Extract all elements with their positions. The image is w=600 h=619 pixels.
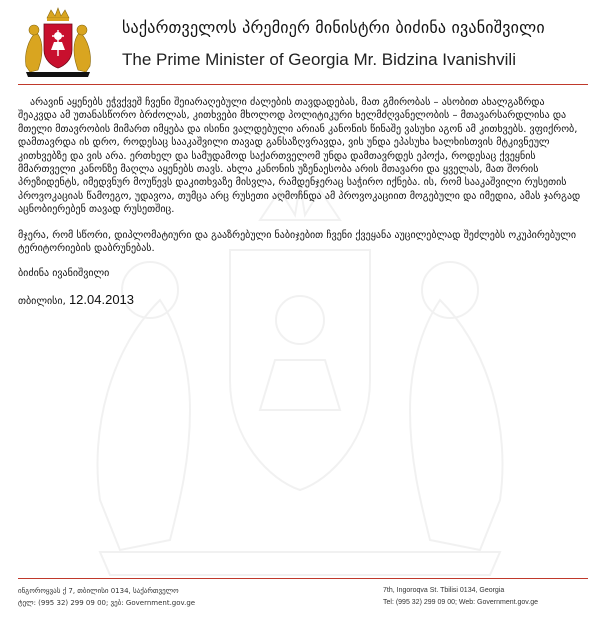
footer-english [383,585,538,609]
city-name: თბილისი, [18,295,66,307]
letterhead [18,6,588,78]
signature-name: ბიძინა ივანიშვილი [18,268,110,280]
footer-address-georgian: ინგოროყვას ქ 7, თბილისი 0134, საქართველო [18,587,179,595]
header-divider [18,84,588,85]
footer-contacts-georgian: ტელ: (995 32) 299 09 00; ვებ: Government.gov.ge [18,599,196,607]
footer-divider [18,578,588,579]
header-title-english: The Prime Minister of Georgia Mr. Bidzina Ivanishvili [122,50,516,69]
header-title-georgian: საქართველოს პრემიერ მინისტრი ბიძინა ივანიშვილი [122,18,545,37]
statement-paragraph-2: მჯერა, რომ სწორი, დიპლომატიური და გააზრებული ნაბიჯებით ჩვენი ქვეყანა აუცილებლად შეძლებს ოკუპირებული ტერიტორიების დაბრუნებას. [18,229,577,255]
letter-body [18,96,584,308]
footer-address-english: 7th, Ingoroqva St. Tbilisi 0134, Georgia [383,587,505,594]
place-and-date [18,293,584,308]
letter-date: 12.04.2013 [68,291,135,307]
footer-contacts-english: Tel: (995 32) 299 09 00; Web: Government.gov.ge [383,599,539,606]
statement-paragraph-1: არავინ აყენებს ეჭვქვეშ ჩვენი შეიარაღებული ძალების თავდადებას, მათ გმირობას – ასობით ახალგაზრდა შეაკვდა ამ უთანასწორო ბრძოლას, კითხვები მხოლოდ პოლიტიკური ხელმძღვანელობის – მთავარსარდლისა და მთელი მთავრობის მიმართ იმყება და ისინი ვალდებული არიან კანონის წინაშე ვასუხი აგონ ამ კითხვებს. ვფიქრობ, დამთავრდა ის დრო, როდესაც სააკაშვილი თავად განსაზღვრავდა, ვის უნდა ეპასუხა ხალხისთვის მტკივნეულ კითხვებზე და ვის არა. ერთხელ და სამუდამოდ საქართველომ უნდა დამთავრდეს ეპოქა, როდესაც ქვეყნის მმართველი კანონზე მაღლა აყენებს თავს. ახლა კანონის უზენაესობა არის მთავარი და ყველას, მათ შორის პრეზიდენტს, იმედვნურ მოუწევს დაკითხვაზე მისვლა, რამდენჯერაც საჭირო იქნება. ის, რომ სააკაშვილი რუსეთის პროვოკაციას წამოეგო, უდავოა, თუმცა არც რუსეთი აღმოჩნდა ამ პროვოკაციით მოგებული და იმედია, ამას ჯარგად აცნობიერებენ თავად რუსეთშიც. [18,97,581,216]
georgia-coat-of-arms-icon [18,6,98,78]
footer-georgian [18,585,195,609]
